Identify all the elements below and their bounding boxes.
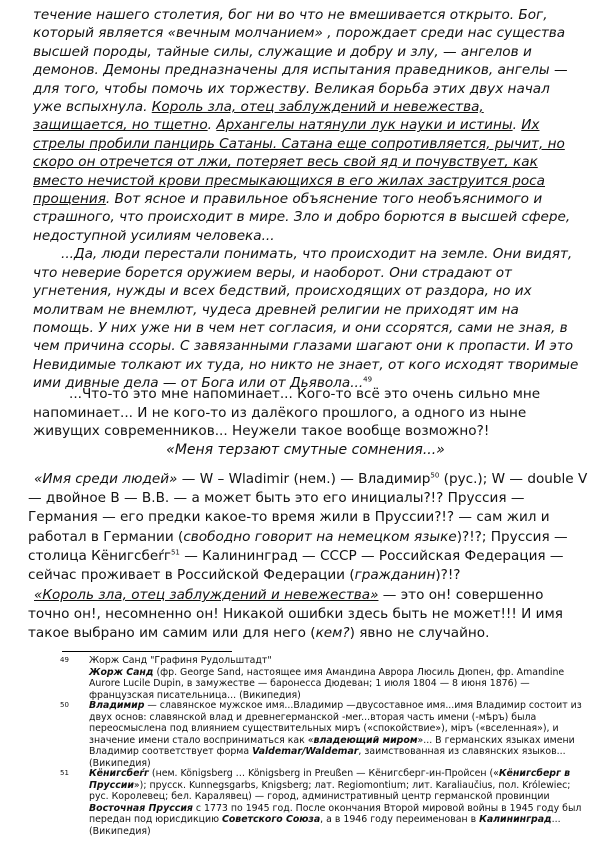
footnote-ref-50[interactable]: 50 (430, 471, 440, 480)
footnote-49: 49 Жорж Санд "Графиня Рудольштадт" Жорж Санд (фр. George Sand, настоящее имя Амандина Аврора Люсиль Дюпен, фр. Amandine Aurore Lucile Dupin, в замужестве — баронесса Дюдеван; 1 июля 1804 — 8 июня 1876) — французская писательница... (Википедия) (60, 655, 565, 701)
quote-paragraph-1: течение нашего столетия, бог ни во что не вмешивается открыто. Бог, который является «вечным молчанием» , порождает среди нас существа высшей породы, тайные силы, служащие и добру и злу, — ангелов и демонов. Демоны предназначены для испытания праведников, ангелы — для того, чтобы помочь их торжеству. Великая борьба этих двух начал уже вспыхнула. Король зла, отец заблуждений и невежества, защищается, но тщетно. Архангелы натянули лук науки и истины. Их стрелы пробили панцирь Сатаны. Сатана еще сопротивляется, рычит, но скоро он отречется от лжи, потеряет весь свой яд и почувствует, как вместо нечистой крови пресмыкающихся в его жилах заструится роса прощения. Вот ясное и правильное объяснение того необъяснимого и страшного, что происходит в мире. Зло и добро борются в высшей сфере, недоступной усилиям человека... (33, 7, 571, 244)
conclusion-paragraph: «Король зла, отец заблуждений и невежества» — это он! совершенно точно он!, несомненно он! Никакой ошибки здесь быть не может!!! И имя такое выбрано им самим или для него (кем?) явно не случайно. (28, 587, 563, 641)
footnote-50: 50 Владимир — славянское мужское имя...Владимир —двусоставное имя...имя Владимир состоит из двух основ: славянской влад и древнегерманской -мer...вторая часть имени (-мѣръ) была переосмыслена под влиянием существительных миръ («спокойствие»), мiръ («вселенная»), и значение имени стало восприниматься как «владеющий миром»... В германских языках имени Владимир соответствует форма Valdemar/Waldemar, заимствованная из славянских языков... (Википедия) (60, 700, 582, 769)
underlined-phrase-king-of-evil: Король зла, отец заблуждений и невежества, защищается, но тщетно (33, 99, 484, 134)
centered-quote: «Меня терзают смутные сомнения...» (166, 441, 445, 458)
underlined-phrase-archangels: Архангелы натянули лук науки и истины (216, 117, 513, 134)
footnote-ref-51[interactable]: 51 (170, 548, 180, 557)
reflection-paragraph: ...Что-то это мне напоминает... Кого-то всё это очень сильно мне напоминает... И не кого-то из далёкого прошлого, а одного из ныне живущих современников... Неужели такое вообще возможно?! «Меня терзают смутные сомнения...» (33, 385, 578, 459)
footnote-ref-49[interactable]: 49 (363, 375, 373, 384)
footnote-separator (62, 651, 232, 652)
footnote-51: 51 Кёнигсбеŕг (нем. Königsberg … Königsberg in Preußen — Кёнигсберг-ин-Пройсен («Кёнигсберг в Пруссии»); прусск. Kunnegsgarbs, Knigsberg; лат. Regiomontium; лит. Karaliaučius, пол. Królewiec; рус. Королевец; бел. Каралявец) — город, административный центр германской провинции Восточная Пруссия с 1773 по 1945 год. После окончания Второй мировой войны в 1945 году был передан под юрисдикцию Советского Союза, а в 1946 году переименован в Калининград... (Википедия) (60, 768, 582, 837)
underlined-phrase-arrows: Их стрелы пробили панцирь Сатаны. Сатана еще сопротивляется, рычит, но скоро он отречется от лжи, потеряет весь свой яд и почувствует, как вместо нечистой крови пресмыкающихся в его жилах заструится роса прощения (33, 117, 565, 208)
name-analysis-paragraph: «Имя среди людей» — W – Wladimir (нем.) — Владимир$^{50}$ (рус.); W — double V — двойное В — В.В. — а может быть это его инициалы?!? Пруссия — Германия — его предки какое-то время жили в Пруссии?!? — сам жил и работал в Германии (свободно говорит на немецком языке)?!?; Пруссия — столица Кёнигсбеŕг$^{51}$ — Калининград — СССР — Российская Федерация — сейчас проживает в Российской Федерации (гражданин)?!? (28, 471, 588, 584)
quote-paragraph-2: ...Да, люди перестали понимать, что происходит на земле. Они видят, что неверие борется оружием веры, и наоборот. Они страдают от угнетения, нужды и всех бедствий, происходящих от раздора, но их молитвам не внемлют, чудеса древней религии не приходят им на помощь. У них уже ни в чем нет согласия, и они ссорятся, сами не зная, в чем причина ссоры. С завязанными глазами шагают они к пропасти. И это Невидимые толкают их туда, но никто не знает, от кого исходят творимые ими дивные дела — от Бога или от Дьявола...$^{49}$ (33, 246, 579, 392)
italic-quote-block (33, 6, 581, 393)
